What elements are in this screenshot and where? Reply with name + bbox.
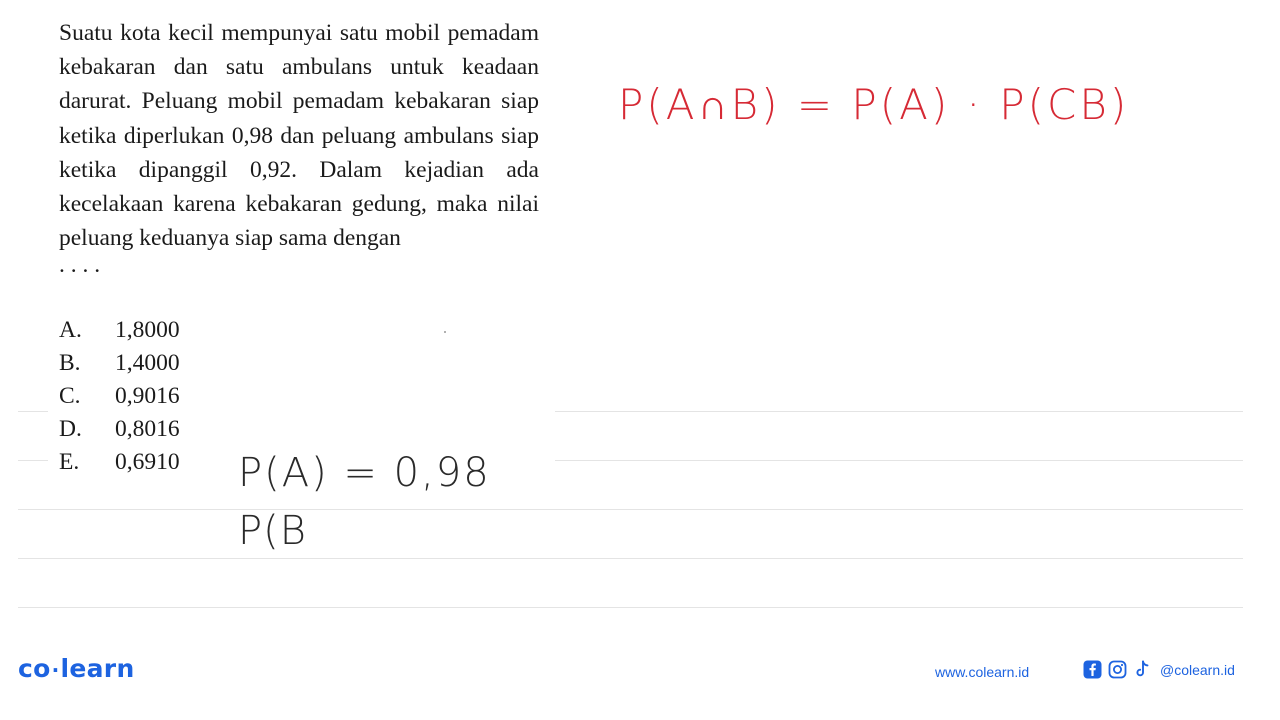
ruled-line — [18, 411, 48, 412]
question-body: Suatu kota kecil mempunyai satu mobil pemadam kebakaran dan satu ambulans untuk keadaan darurat. Peluang mobil pemadam kebakaran siap ketika diperlukan 0,98 dan peluang ambulans siap ketika dipanggil 0,92. Dalam kejadian ada kecelakaan karena kebakaran gedung, maka nilai peluang keduanya siap sama dengan — [59, 20, 539, 252]
logo-text-learn: learn — [60, 654, 135, 683]
colearn-logo[interactable] — [18, 654, 135, 683]
option-b[interactable] — [59, 347, 180, 380]
handwritten-pb: P(B — [238, 508, 307, 554]
option-value: 0,6910 — [115, 449, 180, 475]
stray-dot — [444, 331, 446, 333]
social-links — [1083, 660, 1235, 679]
instagram-icon[interactable] — [1108, 660, 1127, 679]
ruled-line — [18, 509, 1243, 510]
question-ellipsis: . . . . — [59, 252, 101, 279]
option-letter: C. — [59, 383, 81, 409]
ruled-line — [18, 558, 1243, 559]
option-value: 0,9016 — [115, 383, 180, 409]
question-text — [59, 16, 539, 281]
option-letter: D. — [59, 416, 82, 442]
logo-dot: · — [51, 658, 60, 682]
option-a[interactable] — [59, 314, 180, 347]
ruled-line — [555, 460, 1243, 461]
logo-text-co: co — [18, 654, 51, 683]
handwritten-formula: P(A∩B) = P(A) · P(CB) — [618, 80, 1130, 129]
ruled-line — [555, 411, 1243, 412]
option-d[interactable] — [59, 413, 180, 446]
option-letter: A. — [59, 317, 82, 343]
option-value: 1,4000 — [115, 350, 180, 376]
option-value: 0,8016 — [115, 416, 180, 442]
handwritten-pa: P(A) = 0,98 — [238, 450, 491, 496]
option-value: 1,8000 — [115, 317, 180, 343]
option-e[interactable] — [59, 446, 180, 479]
tiktok-icon[interactable] — [1133, 660, 1152, 679]
facebook-icon[interactable] — [1083, 660, 1102, 679]
option-letter: E. — [59, 449, 80, 475]
option-c[interactable] — [59, 380, 180, 413]
option-letter: B. — [59, 350, 81, 376]
social-handle[interactable]: @colearn.id — [1160, 661, 1235, 678]
footer — [0, 640, 1280, 700]
ruled-line — [18, 607, 1243, 608]
website-link[interactable]: www.colearn.id — [935, 664, 1030, 680]
ruled-line — [18, 460, 48, 461]
answer-options — [59, 314, 180, 479]
